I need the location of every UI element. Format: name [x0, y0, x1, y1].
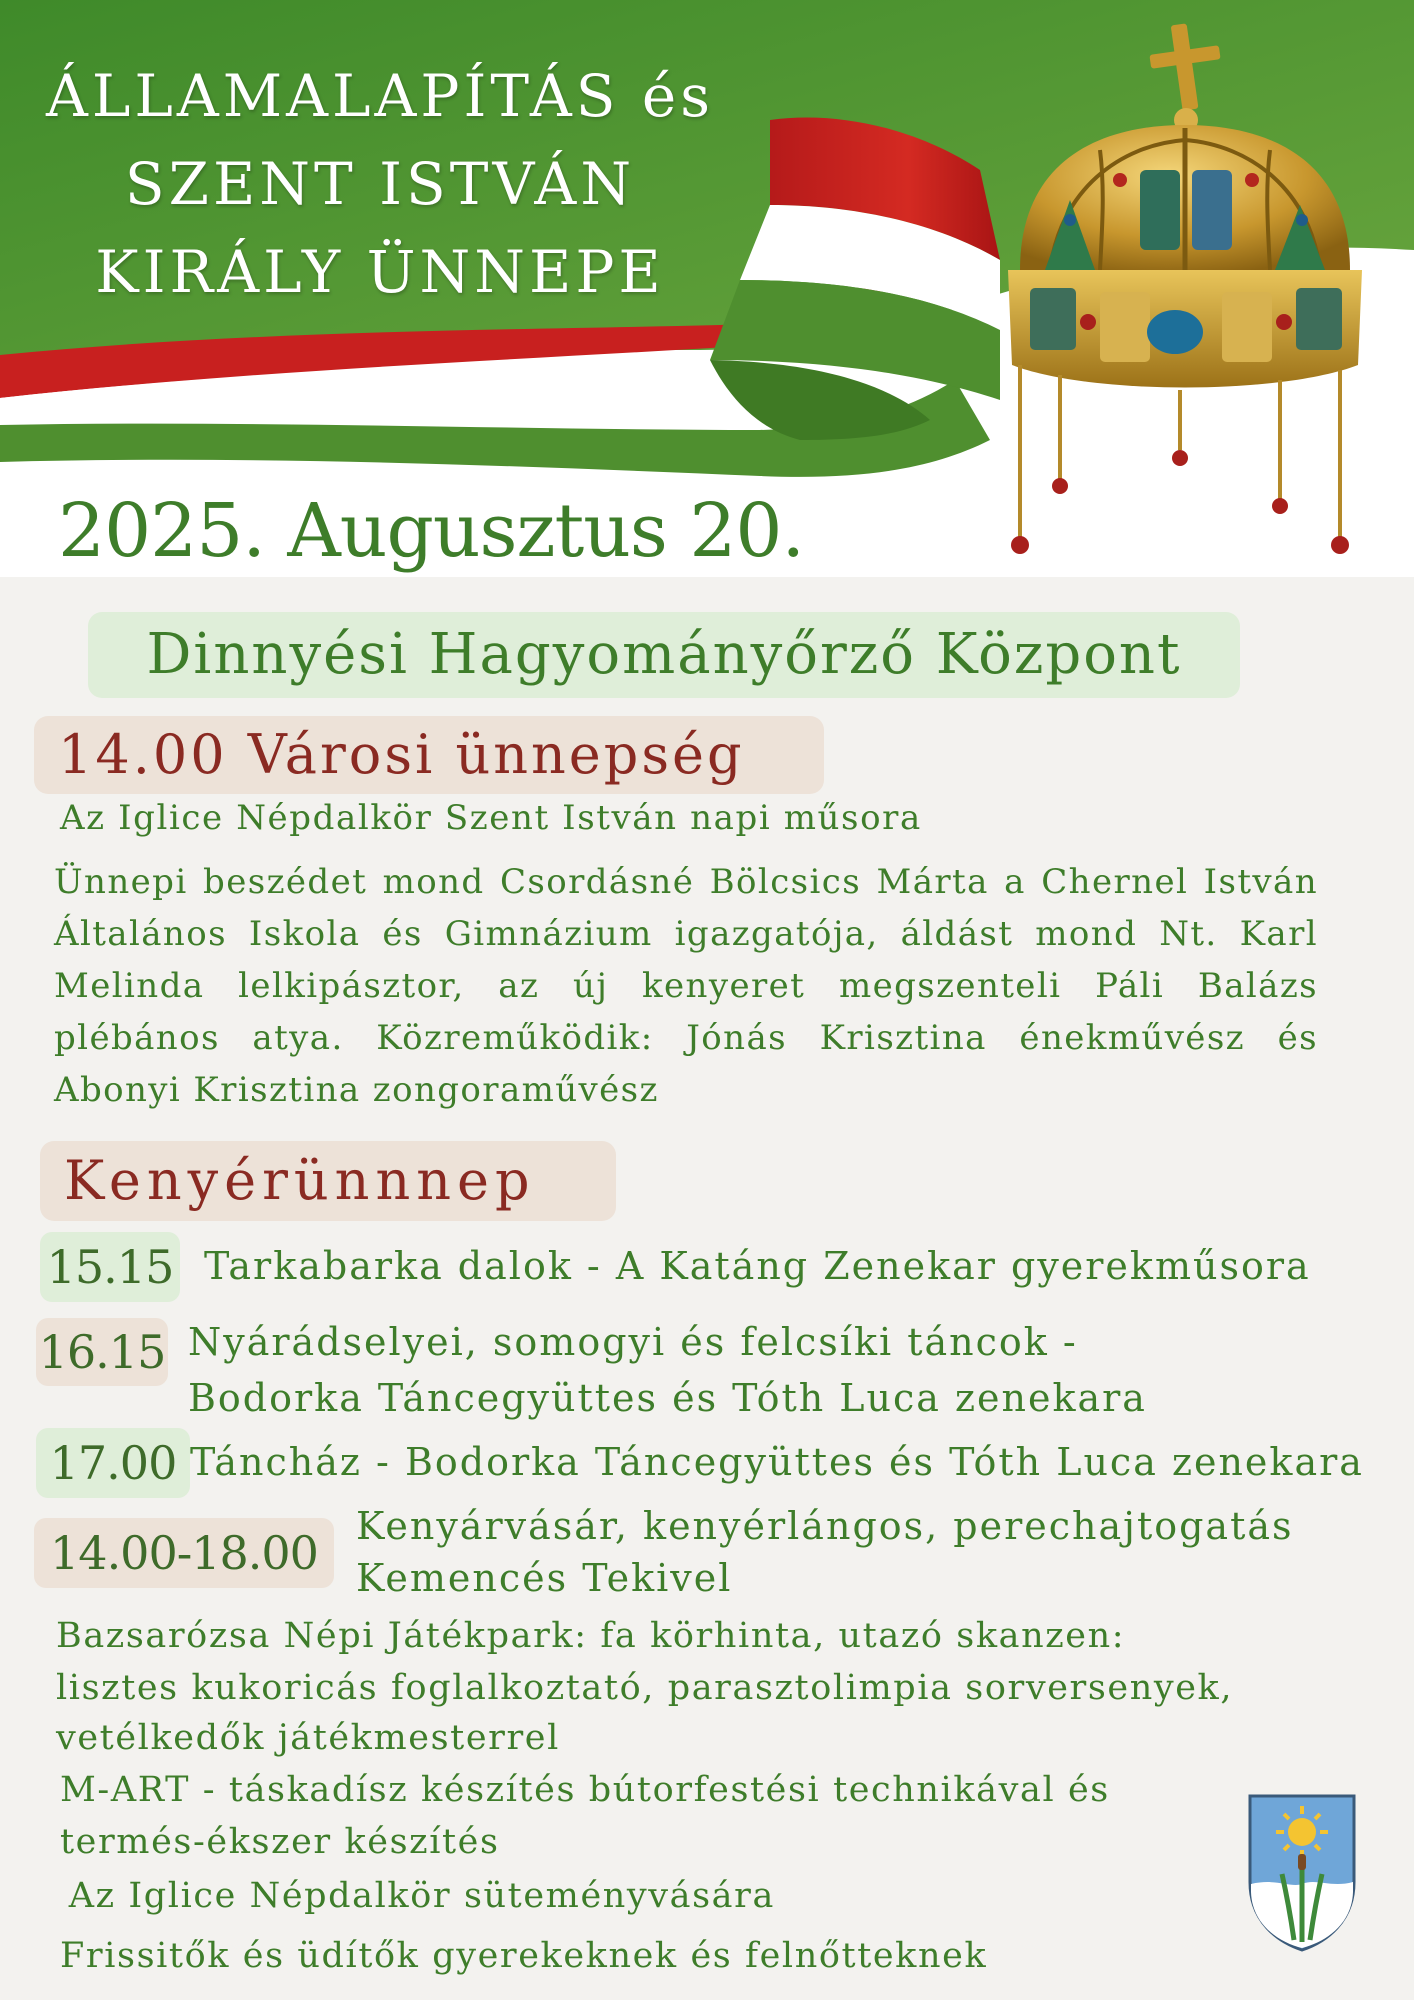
- extra-line: lisztes kukoricás foglalkoztató, parasztolimpia sorversenyek,: [56, 1668, 1234, 1708]
- event-text: Kemencés Tekivel: [356, 1556, 733, 1600]
- section-heading-city-ceremony: 14.00 Városi ünnepség: [34, 716, 824, 794]
- title-line-3: KIRÁLY ÜNNEPE: [95, 238, 665, 306]
- time-badge: 14.00-18.00: [34, 1518, 334, 1588]
- section-heading-bread-festival: Kenyérünnnep: [40, 1141, 616, 1221]
- event-title: [20, 52, 740, 316]
- extra-line: vetélkedők játékmesterrel: [56, 1718, 560, 1758]
- event-text: Nyárádselyei, somogyi és felcsíki táncok -: [188, 1320, 1078, 1364]
- event-text: Tarkabarka dalok - A Katáng Zenekar gyerekműsora: [204, 1244, 1311, 1288]
- time-badge: 16.15: [36, 1318, 168, 1386]
- extra-line: Az Iglice Népdalkör süteményvására: [56, 1876, 775, 1916]
- time-badge: 15.15: [40, 1232, 180, 1302]
- program-line: Az Iglice Népdalkör Szent István napi műsora: [60, 798, 922, 838]
- ceremony-description: Ünnepi beszédet mond Csordásné Bölcsics Márta a Chernel István Általános Iskola és Gimnázium igazgatója, áldást mond Nt. Karl Melinda lelkipásztor, az új kenyeret megszenteli Páli Balázs plébános atya. Közreműködik: Jónás Krisztina énekművész és Abonyi Krisztina zongoraművész: [54, 862, 1318, 1110]
- venue-name: Dinnyési Hagyományőrző Központ: [88, 612, 1240, 698]
- extra-line: termés-ékszer készítés: [60, 1822, 500, 1862]
- extra-line: Frissitők és üdítők gyerekeknek és felnőtteknek: [60, 1936, 988, 1976]
- title-line-2: SZENT ISTVÁN: [124, 150, 636, 218]
- event-text: Kenyárvásár, kenyérlángos, perechajtogatás: [356, 1504, 1294, 1548]
- event-text: Bodorka Táncegyüttes és Tóth Luca zenekara: [188, 1376, 1147, 1420]
- event-date: 2025. Augusztus 20.: [58, 488, 805, 574]
- holy-crown-image: [990, 20, 1380, 580]
- event-text: Táncház - Bodorka Táncegyüttes és Tóth Luca zenekara: [190, 1440, 1364, 1484]
- time-badge: 17.00: [36, 1428, 190, 1498]
- coat-of-arms-icon: [1246, 1792, 1358, 1954]
- extra-line: M-ART - táskadísz készítés bútorfestési technikával és: [60, 1770, 1110, 1810]
- extra-line: Bazsarózsa Népi Játékpark: fa körhinta, utazó skanzen:: [56, 1616, 1126, 1656]
- title-line-1: ÁLLAMALAPÍTÁS és: [45, 62, 715, 130]
- header-banner: [0, 0, 1414, 580]
